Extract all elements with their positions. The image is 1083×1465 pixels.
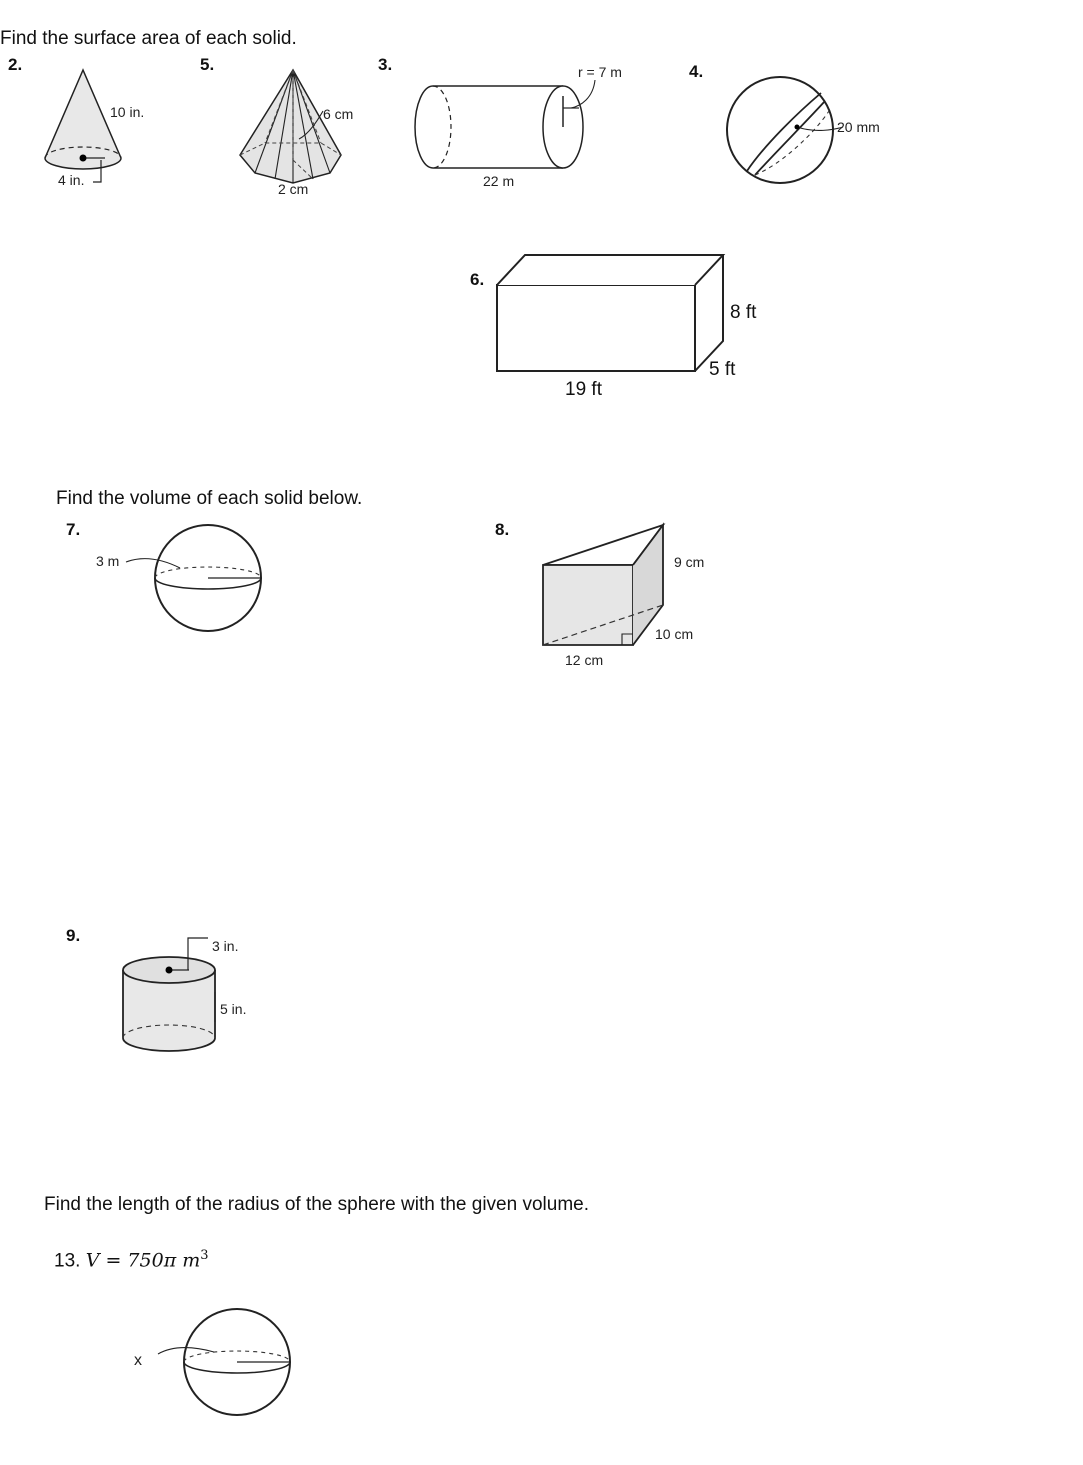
cylinder-length-label: 22 m (483, 173, 515, 189)
problem-4-number: 4. (689, 62, 704, 81)
problem-13-exponent: 3 (200, 1248, 209, 1263)
problem-13-number: 13. (54, 1250, 81, 1272)
problem-3-number: 3. (378, 55, 393, 74)
sphere-figure (725, 75, 855, 190)
radius-sphere-figure (150, 1304, 295, 1419)
problem-6-number: 6. (470, 270, 485, 289)
pyramid-figure (235, 65, 345, 185)
problem-5-number: 5. (200, 55, 215, 74)
cylinder-height-label-9: 5 in. (220, 1001, 247, 1017)
cone-figure (35, 60, 135, 190)
cylinder-radius-label-9: 3 in. (212, 938, 239, 954)
volume-heading: Find the volume of each solid below. (56, 488, 363, 509)
sphere-radius-label: 3 m (96, 553, 120, 569)
sphere-diameter-label: 20 mm (837, 119, 880, 135)
vertical-cylinder-figure (115, 930, 225, 1055)
prism-height-label: 8 ft (730, 302, 757, 323)
cone-slant-label: 10 in. (110, 104, 145, 120)
problem-7-number: 7. (66, 520, 81, 539)
problem-2-number: 2. (8, 55, 23, 74)
triangular-prism-height-label: 9 cm (674, 554, 705, 570)
problem-8-number: 8. (495, 520, 510, 539)
pyramid-slant-label: 6 cm (323, 106, 354, 122)
cylinder-figure (405, 60, 605, 178)
radius-heading: Find the length of the radius of the sphere with the given volume. (44, 1194, 589, 1215)
sphere-x-label: x (134, 1352, 142, 1369)
rectangular-prism-figure (495, 252, 727, 374)
surface-area-heading: Find the surface area of each solid. (0, 28, 297, 49)
cylinder-radius-label: r = 7 m (578, 64, 622, 80)
problem-9-number: 9. (66, 926, 81, 945)
prism-depth-label: 5 ft (709, 359, 736, 380)
problem-13-equation: V = 750π m (85, 1249, 201, 1272)
volume-sphere-figure (120, 522, 270, 637)
triangular-prism-figure (538, 520, 668, 650)
cone-radius-label: 4 in. (58, 172, 85, 188)
prism-length-label: 19 ft (565, 379, 602, 400)
triangular-prism-length-label: 12 cm (565, 652, 604, 668)
triangular-prism-width-label: 10 cm (655, 626, 694, 642)
problem-13-statement (54, 1248, 209, 1272)
pyramid-base-label: 2 cm (278, 181, 309, 197)
